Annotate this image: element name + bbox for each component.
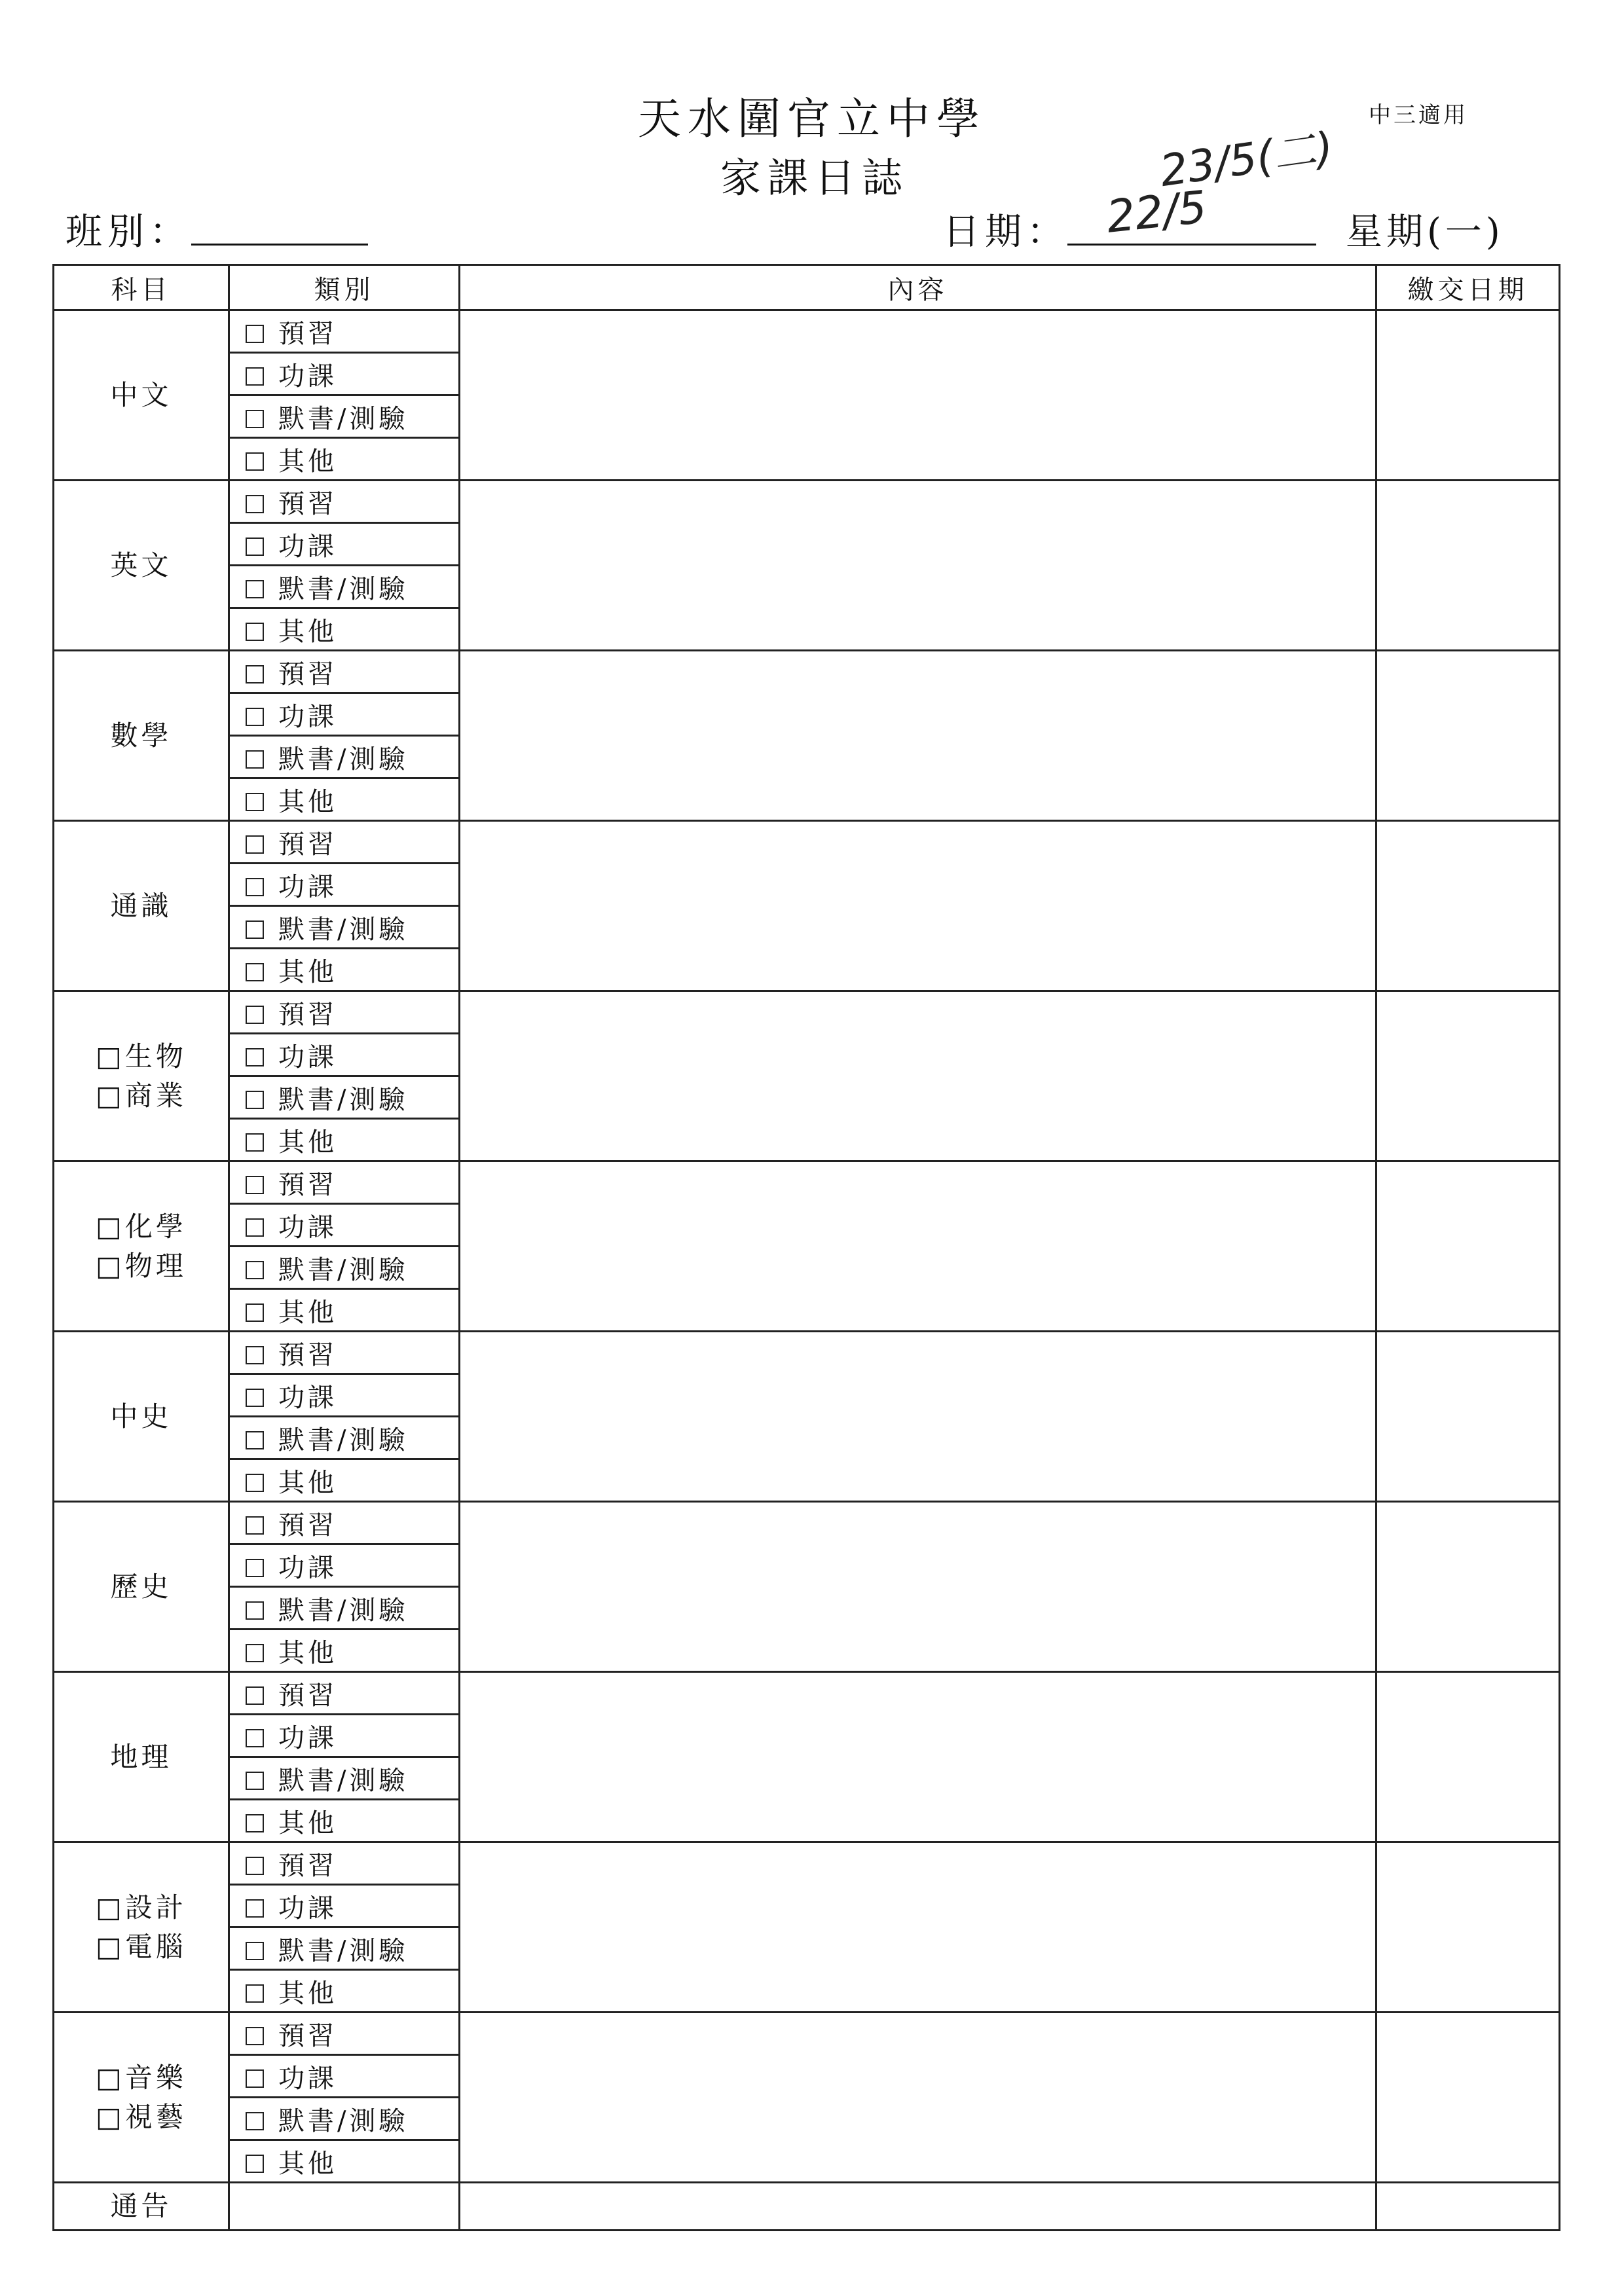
subject-name: □生物 xyxy=(96,1040,187,1072)
category-label: 預習 xyxy=(278,1680,337,1711)
category-label: 功課 xyxy=(278,531,337,562)
category-checkbox[interactable] xyxy=(246,750,264,769)
subject-name: 中文 xyxy=(110,378,172,411)
category-checkbox[interactable] xyxy=(246,878,264,896)
content-cell[interactable] xyxy=(460,310,1376,481)
category-checkbox[interactable] xyxy=(246,708,264,726)
category-checkbox[interactable] xyxy=(246,495,264,513)
category-cell[interactable] xyxy=(229,736,460,778)
category-checkbox[interactable] xyxy=(246,835,264,854)
due-date-cell[interactable] xyxy=(1376,1842,1560,2013)
category-checkbox[interactable] xyxy=(246,1857,264,1875)
content-column-header: 內容 xyxy=(460,265,1376,310)
notice-content-cell[interactable] xyxy=(460,2183,1376,2231)
table-row xyxy=(54,991,1560,1034)
notice-row xyxy=(54,2183,1560,2231)
subject-cell xyxy=(54,310,229,481)
class-label: 班別： xyxy=(65,211,191,253)
category-cell[interactable] xyxy=(229,1119,460,1161)
category-cell[interactable] xyxy=(229,1927,460,1970)
category-checkbox[interactable] xyxy=(246,1516,264,1535)
category-cell[interactable] xyxy=(229,481,460,523)
date-label: 日期： xyxy=(943,211,1069,253)
category-label: 預習 xyxy=(278,1510,337,1540)
category-checkbox[interactable] xyxy=(246,1899,264,1918)
category-cell[interactable] xyxy=(229,651,460,693)
category-cell[interactable] xyxy=(229,906,460,949)
category-checkbox[interactable] xyxy=(246,1601,264,1620)
subject-name: □視藝 xyxy=(96,2100,187,2133)
content-cell[interactable] xyxy=(460,1672,1376,1842)
category-checkbox[interactable] xyxy=(246,580,264,598)
category-checkbox[interactable] xyxy=(246,410,264,428)
category-checkbox[interactable] xyxy=(246,1261,264,1279)
category-label: 功課 xyxy=(278,1042,337,1072)
category-label: 其他 xyxy=(278,616,337,647)
category-checkbox[interactable] xyxy=(246,1006,264,1024)
category-label: 默書/測驗 xyxy=(278,744,409,774)
category-cell[interactable] xyxy=(229,1417,460,1459)
table-header-row xyxy=(54,265,1560,310)
subject-name: 數學 xyxy=(110,719,172,752)
subject-cell xyxy=(54,1842,229,2013)
category-label: 功課 xyxy=(278,361,337,392)
category-label: 默書/測驗 xyxy=(278,1595,409,1626)
category-checkbox[interactable] xyxy=(246,1431,264,1449)
content-cell[interactable] xyxy=(460,1161,1376,1332)
category-cell[interactable] xyxy=(229,1757,460,1800)
category-cell[interactable] xyxy=(229,353,460,395)
category-checkbox[interactable] xyxy=(246,2069,264,2088)
subject-name: □物理 xyxy=(96,1249,187,1282)
due-date-cell[interactable] xyxy=(1376,310,1560,481)
subject-name: □音樂 xyxy=(96,2061,187,2094)
category-cell[interactable] xyxy=(229,1800,460,1842)
due-date-cell[interactable] xyxy=(1376,991,1560,1161)
date-field[interactable] xyxy=(1067,244,1316,246)
category-checkbox[interactable] xyxy=(246,538,264,556)
class-field[interactable] xyxy=(191,244,368,246)
category-cell[interactable] xyxy=(229,1715,460,1757)
category-cell[interactable] xyxy=(229,1970,460,2013)
category-cell[interactable] xyxy=(229,1672,460,1715)
category-cell[interactable] xyxy=(229,566,460,608)
category-checkbox[interactable] xyxy=(246,367,264,386)
category-checkbox[interactable] xyxy=(246,1176,264,1194)
category-cell[interactable] xyxy=(229,1289,460,1332)
category-cell[interactable] xyxy=(229,2140,460,2183)
content-cell[interactable] xyxy=(460,821,1376,991)
category-cell[interactable] xyxy=(229,1076,460,1119)
weekday-label: 星期(一) xyxy=(1346,211,1504,253)
due-date-cell[interactable] xyxy=(1376,1502,1560,1672)
category-checkbox[interactable] xyxy=(246,1772,264,1790)
subject-name: □設計 xyxy=(96,1891,187,1923)
category-label: 其他 xyxy=(278,1297,337,1328)
notice-label: 通告 xyxy=(54,2183,229,2231)
category-checkbox[interactable] xyxy=(246,1942,264,1960)
category-cell[interactable] xyxy=(229,949,460,991)
category-cell[interactable] xyxy=(229,1502,460,1544)
subject-name: 英文 xyxy=(110,549,172,581)
category-checkbox[interactable] xyxy=(246,963,264,981)
due-date-cell[interactable] xyxy=(1376,1332,1560,1502)
category-checkbox[interactable] xyxy=(246,1303,264,1322)
category-label: 其他 xyxy=(278,2148,337,2179)
notice-category-cell[interactable] xyxy=(229,2183,460,2231)
table-row xyxy=(54,651,1560,693)
category-label: 默書/測驗 xyxy=(278,914,409,945)
category-label: 默書/測驗 xyxy=(278,574,409,604)
table-row xyxy=(54,1502,1560,1544)
due-date-cell[interactable] xyxy=(1376,2013,1560,2183)
subject-cell xyxy=(54,1502,229,1672)
category-label: 預習 xyxy=(278,1850,337,1881)
category-cell[interactable] xyxy=(229,2098,460,2140)
category-checkbox[interactable] xyxy=(246,2027,264,2045)
category-cell[interactable] xyxy=(229,991,460,1034)
category-label: 其他 xyxy=(278,1808,337,1838)
category-cell[interactable] xyxy=(229,1459,460,1502)
table-row xyxy=(54,1672,1560,1715)
category-checkbox[interactable] xyxy=(246,1133,264,1152)
handwritten-date-upper: 23/5(二) xyxy=(1156,122,1337,197)
category-label: 預習 xyxy=(278,659,337,689)
category-checkbox[interactable] xyxy=(246,2112,264,2130)
category-label: 默書/測驗 xyxy=(278,1765,409,1796)
category-cell[interactable] xyxy=(229,395,460,438)
category-label: 默書/測驗 xyxy=(278,1254,409,1285)
category-checkbox[interactable] xyxy=(246,1474,264,1492)
due-date-cell[interactable] xyxy=(1376,1161,1560,1332)
school-name: 天水圍官立中學 xyxy=(638,94,986,144)
subject-name: □電腦 xyxy=(96,1930,187,1963)
category-checkbox[interactable] xyxy=(246,1814,264,1832)
due-date-cell[interactable] xyxy=(1376,821,1560,991)
category-cell[interactable] xyxy=(229,608,460,651)
category-cell[interactable] xyxy=(229,1374,460,1417)
category-cell[interactable] xyxy=(229,821,460,864)
category-cell[interactable] xyxy=(229,1332,460,1374)
category-label: 其他 xyxy=(278,957,337,987)
category-label: 默書/測驗 xyxy=(278,403,409,434)
category-checkbox[interactable] xyxy=(246,1091,264,1109)
subject-cell xyxy=(54,991,229,1161)
category-label: 默書/測驗 xyxy=(278,1935,409,1966)
category-cell[interactable] xyxy=(229,1587,460,1630)
category-label: 功課 xyxy=(278,1212,337,1243)
subject-cell xyxy=(54,1161,229,1332)
homework-table xyxy=(52,264,1560,2231)
table-row xyxy=(54,481,1560,523)
category-checkbox[interactable] xyxy=(246,1644,264,1662)
category-checkbox[interactable] xyxy=(246,1389,264,1407)
form-title: 家課日誌 xyxy=(720,154,910,202)
subject-cell xyxy=(54,481,229,651)
due-date-cell[interactable] xyxy=(1376,651,1560,821)
category-cell[interactable] xyxy=(229,693,460,736)
category-label: 預習 xyxy=(278,318,337,349)
category-label: 默書/測驗 xyxy=(278,1425,409,1455)
category-label: 其他 xyxy=(278,1978,337,2009)
category-label: 功課 xyxy=(278,2063,337,2094)
table-row xyxy=(54,1332,1560,1374)
category-label: 功課 xyxy=(278,1382,337,1413)
category-label: 默書/測驗 xyxy=(278,2105,409,2136)
category-cell[interactable] xyxy=(229,2055,460,2098)
table-row xyxy=(54,1161,1560,1204)
category-label: 其他 xyxy=(278,786,337,817)
table-row xyxy=(54,2013,1560,2055)
subject-name: □商業 xyxy=(96,1079,187,1112)
category-label: 功課 xyxy=(278,871,337,902)
subject-name: 歷史 xyxy=(110,1570,172,1603)
subject-cell xyxy=(54,1332,229,1502)
category-column-header: 類別 xyxy=(229,265,460,310)
category-cell[interactable] xyxy=(229,2013,460,2055)
usage-note: 中三適用 xyxy=(1369,102,1468,128)
due-date-column-header: 繳交日期 xyxy=(1376,265,1560,310)
handwritten-date-lower: 22/5 xyxy=(1104,181,1209,244)
category-label: 預習 xyxy=(278,2020,337,2051)
due-date-cell[interactable] xyxy=(1376,1672,1560,1842)
content-cell[interactable] xyxy=(460,1332,1376,1502)
table-row xyxy=(54,310,1560,353)
category-checkbox[interactable] xyxy=(246,793,264,811)
category-checkbox[interactable] xyxy=(246,623,264,641)
category-cell[interactable] xyxy=(229,310,460,353)
category-cell[interactable] xyxy=(229,1842,460,1885)
category-cell[interactable] xyxy=(229,1247,460,1289)
category-checkbox[interactable] xyxy=(246,665,264,683)
category-cell[interactable] xyxy=(229,523,460,566)
table-row xyxy=(54,1842,1560,1885)
category-checkbox[interactable] xyxy=(246,452,264,471)
content-cell[interactable] xyxy=(460,481,1376,651)
category-label: 功課 xyxy=(278,1722,337,1753)
content-cell[interactable] xyxy=(460,991,1376,1161)
content-cell[interactable] xyxy=(460,2013,1376,2183)
category-label: 預習 xyxy=(278,999,337,1030)
subject-name: 中史 xyxy=(110,1400,172,1432)
category-checkbox[interactable] xyxy=(246,1218,264,1237)
category-cell[interactable] xyxy=(229,1544,460,1587)
category-label: 功課 xyxy=(278,1893,337,1923)
category-checkbox[interactable] xyxy=(246,920,264,939)
subject-name: □化學 xyxy=(96,1210,187,1243)
category-label: 其他 xyxy=(278,1637,337,1668)
content-cell[interactable] xyxy=(460,1502,1376,1672)
table-body xyxy=(54,310,1560,2231)
subject-column-header: 科目 xyxy=(54,265,229,310)
category-label: 預習 xyxy=(278,488,337,519)
category-checkbox[interactable] xyxy=(246,1346,264,1364)
category-label: 預習 xyxy=(278,1169,337,1200)
subject-cell xyxy=(54,2013,229,2183)
category-label: 其他 xyxy=(278,1467,337,1498)
subject-name: 通識 xyxy=(110,889,172,922)
category-label: 功課 xyxy=(278,1552,337,1583)
category-checkbox[interactable] xyxy=(246,1686,264,1705)
category-label: 其他 xyxy=(278,446,337,477)
subject-cell xyxy=(54,821,229,991)
category-label: 預習 xyxy=(278,829,337,860)
content-cell[interactable] xyxy=(460,651,1376,821)
category-label: 默書/測驗 xyxy=(278,1084,409,1115)
category-cell[interactable] xyxy=(229,1034,460,1076)
category-cell[interactable] xyxy=(229,1630,460,1672)
content-cell[interactable] xyxy=(460,1842,1376,2013)
category-cell[interactable] xyxy=(229,1204,460,1247)
category-cell[interactable] xyxy=(229,864,460,906)
category-label: 預習 xyxy=(278,1339,337,1370)
category-cell[interactable] xyxy=(229,1161,460,1204)
subject-name: 地理 xyxy=(110,1740,172,1773)
category-checkbox[interactable] xyxy=(246,325,264,343)
category-cell[interactable] xyxy=(229,438,460,481)
subject-cell xyxy=(54,651,229,821)
category-checkbox[interactable] xyxy=(246,1048,264,1066)
category-label: 其他 xyxy=(278,1127,337,1157)
category-cell[interactable] xyxy=(229,1885,460,1927)
category-checkbox[interactable] xyxy=(246,1559,264,1577)
due-date-cell[interactable] xyxy=(1376,481,1560,651)
category-checkbox[interactable] xyxy=(246,1729,264,1747)
category-label: 功課 xyxy=(278,701,337,732)
subject-cell xyxy=(54,1672,229,1842)
notice-due-cell[interactable] xyxy=(1376,2183,1560,2231)
table-row xyxy=(54,821,1560,864)
category-checkbox[interactable] xyxy=(246,1984,264,2003)
category-checkbox[interactable] xyxy=(246,2155,264,2173)
category-cell[interactable] xyxy=(229,778,460,821)
